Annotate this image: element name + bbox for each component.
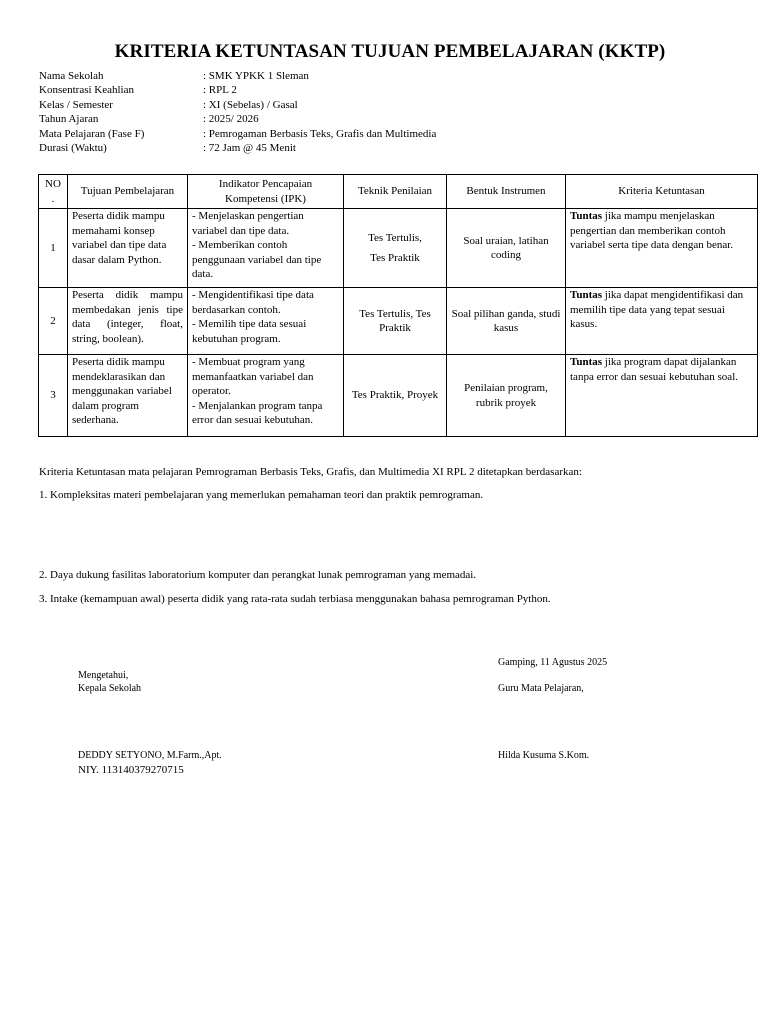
identity-value: : XI (Sebelas) / Gasal bbox=[203, 98, 298, 111]
identity-block bbox=[39, 69, 436, 155]
table-row bbox=[39, 209, 758, 288]
cell-teknik bbox=[344, 288, 447, 355]
table-row bbox=[39, 355, 758, 437]
cell-kriteria bbox=[566, 288, 758, 355]
header-no: NO . bbox=[39, 175, 68, 209]
notes-intro: Kriteria Ketuntasan mata pelajaran Pemrograman Berbasis Teks, Grafis, dan Multimedia XI RPL 2 ditetapkan berdasarkan: bbox=[39, 466, 582, 478]
identity-row-year bbox=[39, 112, 436, 126]
ipk-item: - Menjelaskan pengertian variabel dan tipe data. bbox=[192, 210, 304, 237]
cell-tujuan: Peserta didik mampu memahami konsep variabel dan tipe data dasar dalam Python. bbox=[68, 209, 188, 288]
ipk-item: - Membuat program yang memanfaatkan variabel dan operator. bbox=[192, 356, 314, 397]
identity-label: Nama Sekolah bbox=[39, 70, 104, 82]
cell-no: 1 bbox=[39, 209, 68, 288]
identity-label: Tahun Ajaran bbox=[39, 113, 99, 126]
cell-bentuk: Soal uraian, latihan coding bbox=[447, 209, 566, 288]
identity-label: Durasi (Waktu) bbox=[39, 141, 107, 154]
notes-point-3: 3. Intake (kemampuan awal) peserta didik yang rata-rata sudah terbiasa menggunakan bahasa pemrograman Python. bbox=[39, 593, 551, 605]
identity-value: : SMK YPKK 1 Sleman bbox=[203, 70, 309, 82]
cell-teknik bbox=[344, 355, 447, 437]
header-teknik: Teknik Penilaian bbox=[344, 175, 447, 209]
kriteria-status: Tuntas bbox=[570, 210, 603, 222]
kriteria-status: Tuntas bbox=[570, 289, 603, 301]
table-row bbox=[39, 288, 758, 355]
cell-no: 2 bbox=[39, 288, 68, 355]
ipk-item: - Memberikan contoh penggunaan variabel dan tipe data. bbox=[192, 239, 322, 280]
identity-value: : RPL 2 bbox=[203, 84, 237, 97]
cell-ipk bbox=[188, 355, 344, 437]
identity-row-class bbox=[39, 98, 436, 112]
ipk-item: - Mengidentifikasi tipe data berdasarkan contoh. bbox=[192, 289, 314, 316]
ipk-item: - Memilih tipe data sesuai kebutuhan program. bbox=[192, 318, 307, 345]
cell-bentuk: Soal pilihan ganda, studi kasus bbox=[447, 288, 566, 355]
teacher-name: Hilda Kusuma S.Kom. bbox=[498, 750, 590, 761]
ipk-item: - Menjalankan program tanpa error dan sesuai kebutuhan. bbox=[192, 399, 323, 426]
kriteria-status: Tuntas bbox=[570, 356, 603, 368]
cell-tujuan: Peserta didik mampu mendeklarasikan dan menggunakan variabel dalam program sederhana. bbox=[68, 355, 188, 437]
identity-label: Konsentrasi Keahlian bbox=[39, 84, 134, 97]
kriteria-text: jika mampu menjelaskan pengertian dan memberikan contoh variabel serta tipe data dengan benar. bbox=[570, 210, 734, 251]
cell-no: 3 bbox=[39, 355, 68, 437]
notes-point-1: 1. Kompleksitas materi pembelajaran yang memerlukan pemahaman teori dan praktik pemrograman. bbox=[39, 489, 484, 501]
identity-value: : 2025/ 2026 bbox=[203, 113, 259, 126]
teknik-item: Tes Praktik, Proyek bbox=[351, 389, 439, 402]
principal-name: DEDDY SETYONO, M.Farm.,Apt. bbox=[78, 750, 222, 761]
identity-label: Kelas / Semester bbox=[39, 98, 113, 111]
teknik-item: Tes Tertulis, bbox=[368, 232, 422, 244]
kriteria-text: jika program dapat dijalankan tanpa error dan sesuai kebutuhan soal. bbox=[570, 356, 738, 383]
identity-value: : Pemrogaman Berbasis Teks, Grafis dan Multimedia bbox=[203, 127, 437, 140]
cell-kriteria bbox=[566, 209, 758, 288]
cell-ipk bbox=[188, 209, 344, 288]
cell-teknik bbox=[344, 209, 447, 288]
cell-tujuan: Peserta didik mampu membedakan jenis tipe data (integer, float, string, boolean). bbox=[68, 288, 188, 355]
principal-niy: NIY. 113140379270715 bbox=[78, 764, 184, 776]
identity-value: : 72 Jam @ 45 Menit bbox=[203, 141, 296, 154]
cell-kriteria bbox=[566, 355, 758, 437]
kriteria-text: jika dapat mengidentifikasi dan memilih tipe data yang tepat sesuai kasus. bbox=[570, 289, 744, 330]
cell-ipk bbox=[188, 288, 344, 355]
header-tujuan: Tujuan Pembelajaran bbox=[68, 175, 188, 209]
identity-row-school bbox=[39, 69, 436, 83]
teknik-item: Tes Praktik bbox=[370, 251, 420, 264]
teknik-item: Tes Tertulis, Tes Praktik bbox=[359, 307, 431, 334]
signature-left-role: Kepala Sekolah bbox=[78, 683, 142, 694]
cell-bentuk: Penilaian program, rubrik proyek bbox=[447, 355, 566, 437]
kktp-table bbox=[38, 174, 758, 437]
signature-left-line1: Mengetahui, bbox=[78, 670, 129, 681]
identity-row-concentration bbox=[39, 83, 436, 97]
notes-point-2: 2. Daya dukung fasilitas laboratorium komputer dan perangkat lunak pemrograman yang memadai. bbox=[39, 569, 477, 581]
header-kriteria: Kriteria Ketuntasan bbox=[566, 175, 758, 209]
signature-place-date: Gamping, 11 Agustus 2025 bbox=[498, 657, 608, 668]
identity-row-duration bbox=[39, 141, 436, 155]
identity-row-subject bbox=[39, 127, 436, 141]
header-bentuk: Bentuk Instrumen bbox=[447, 175, 566, 209]
header-ipk: Indikator Pencapaian Kompetensi (IPK) bbox=[188, 175, 344, 209]
table-header-row bbox=[39, 175, 758, 209]
document-title: KRITERIA KETUNTASAN TUJUAN PEMBELAJARAN (KKTP) bbox=[114, 41, 666, 62]
teacher-role: Guru Mata Pelajaran, bbox=[498, 683, 584, 694]
identity-label: Mata Pelajaran (Fase F) bbox=[39, 127, 145, 140]
